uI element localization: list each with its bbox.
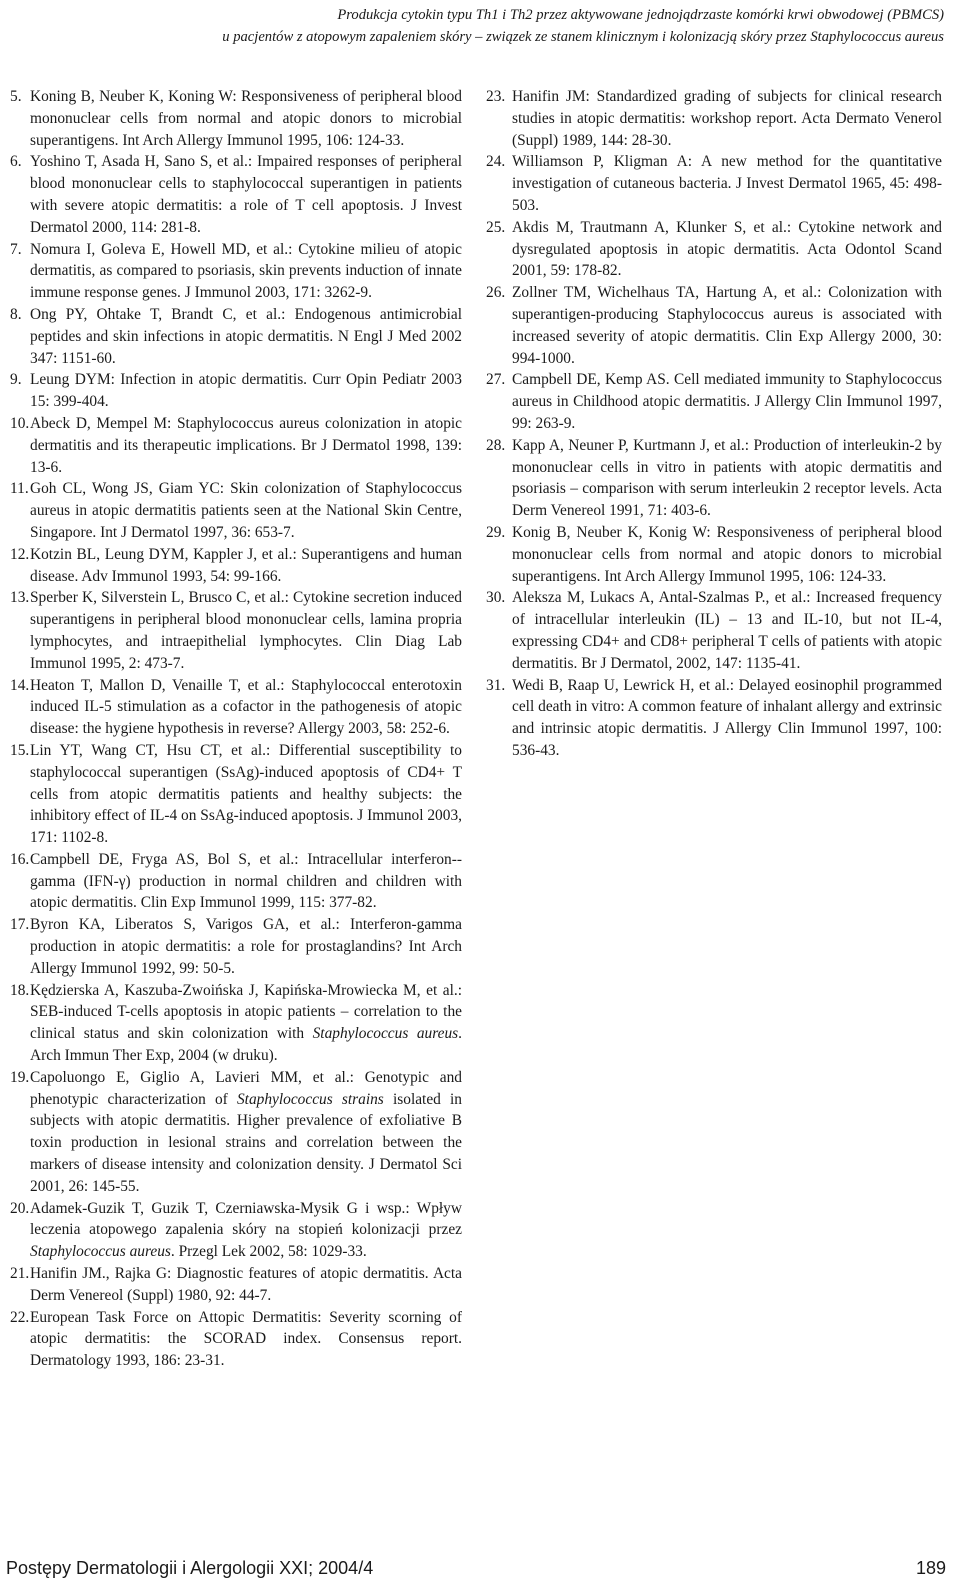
reference-number: 8. (10, 305, 22, 323)
reference-citation: Adamek-Guzik T, Guzik T, Czerniawska-Mysik G i wsp.: Wpływ leczenia atopowego zapalenia skóry na stopień kolonizacji przez (30, 1199, 462, 1239)
reference-citation-tail: isolated in subjects with atopic dermatitis. Higher prevalence of exfoliative B toxin production in lesional strains and correlation between the markers of disease intensity and colonization density. J Dermatol Sci 2001, 26: 145-55. (30, 1090, 462, 1195)
reference-item (486, 587, 942, 674)
reference-text (512, 675, 942, 762)
reference-text (30, 740, 462, 849)
reference-citation: Ong PY, Ohtake T, Brandt C, et al.: Endogenous antimicrobial peptides and skin infections in atopic dermatitis. N Engl J Med 2002 347: 1151-60. (30, 305, 462, 367)
reference-number: 17. (10, 916, 30, 934)
running-header (0, 4, 944, 48)
reference-item (10, 304, 462, 369)
reference-citation: Byron KA, Liberatos S, Varigos GA, et al.: Interferon-gamma production in atopic dermatitis: a role for prostaglandins? Int Arch Allergy Immunol 1992, 99: 50-5. (30, 916, 462, 977)
reference-citation-tail: . Przegl Lek 2002, 58: 1029-33. (170, 1243, 367, 1261)
reference-italic-term: Staphylococcus aureus (312, 1025, 459, 1043)
reference-item (486, 86, 942, 151)
reference-citation: Hanifin JM., Rajka G: Diagnostic features of atopic dermatitis. Acta Derm Venereol (Suppl) 1980, 92: 44-7. (30, 1265, 462, 1304)
reference-text (512, 217, 942, 282)
reference-number: 18. (10, 981, 30, 999)
reference-number: 14. (10, 676, 30, 694)
journal-name: Postępy Dermatologii i Alergologii XXI; 2004/4 (6, 1558, 374, 1578)
reference-citation: Kotzin BL, Leung DYM, Kappler J, et al.: Superantigens and human disease. Adv Immunol 1993, 54: 99-166. (30, 545, 462, 585)
reference-text (30, 413, 462, 478)
reference-citation: Kapp A, Neuner P, Kurtmann J, et al.: Production of interleukin-2 by mononuclear cells in vitro in patients with atopic dermatitis and psoriasis – comparison with serum interleukin 2 receptor levels. Acta Derm Venereol 1991, 71: 403-6. (512, 436, 942, 520)
reference-citation: Kędzierska A, Kaszuba-Zwoińska J, Kapińska-Mrowiecka M, et al.: SEB-induced T-cells apoptosis in atopic patients – correlation to the clinical status and skin colonization with (30, 981, 462, 1043)
reference-item (10, 151, 462, 238)
reference-number: 28. (486, 436, 506, 454)
reference-text (30, 675, 462, 740)
reference-text (30, 849, 462, 914)
header-line-1: Produkcja cytokin typu Th1 i Th2 przez aktywowane jednojądrzaste komórki krwi obwodowej (PBMCS) (337, 7, 944, 23)
reference-number: 21. (10, 1265, 30, 1283)
reference-text (512, 282, 942, 369)
reference-citation: Akdis M, Trautmann A, Klunker S, et al.: Cytokine network and dysregulated apoptosis in atopic dermatitis. Acta Odontol Scand 2001, 59: 178-82. (512, 218, 942, 280)
reference-number: 12. (10, 545, 30, 563)
reference-citation: Capoluongo E, Giglio A, Lavieri MM, et al.: Genotypic and phenotypic characterization of (30, 1068, 462, 1108)
reference-item (10, 675, 462, 740)
page-number: 189 (915, 1558, 946, 1578)
reference-text (30, 1263, 462, 1307)
reference-item (10, 1307, 462, 1372)
reference-item (10, 980, 462, 1067)
reference-citation: Zollner TM, Wichelhaus TA, Hartung A, et al.: Colonization with superantigen-producing Staphylococcus aureus is associated with increased severity of atopic dermatitis. Clin Exp Allergy 2000, 30: 994-1000. (512, 284, 942, 367)
reference-item (10, 1067, 462, 1198)
reference-item (10, 86, 462, 151)
reference-citation: Campbell DE, Fryga AS, Bol S, et al.: Intracellular interferon--gamma (IFN-γ) production in normal children and children with atopic dermatitis. Clin Exp Immunol 1999, 115: 377-82. (30, 850, 462, 912)
reference-number: 16. (10, 850, 30, 868)
reference-citation: Sperber K, Silverstein L, Brusco C, et al.: Cytokine secretion induced superantigens in peripheral blood mononuclear cells, lamina propria lymphocytes, and intraepithelial lymphocytes. Clin Diag Lab Immunol 1995, 2: 473-7. (30, 589, 462, 672)
reference-item (10, 849, 462, 914)
reference-citation: Konig B, Neuber K, Konig W: Responsiveness of peripheral blood mononuclear cells from normal and atopic donors to microbial superantigens. Int Arch Allergy Immunol 1995, 106: 124-33. (512, 523, 942, 585)
reference-number: 26. (486, 284, 506, 302)
reference-item (10, 369, 462, 413)
reference-citation: Aleksza M, Lukacs A, Antal-Szalmas P., et al.: Increased frequency of intracellular interleukin (IL) – 13 and IL-10, but not IL-4, expressing CD4+ and CD8+ peripheral T cells of patients with atopic dermatitis. Br J Dermatol, 2002, 147: 1135-41. (512, 589, 942, 672)
reference-number: 30. (486, 589, 506, 607)
reference-item (10, 740, 462, 849)
reference-text (30, 478, 462, 543)
reference-text (30, 587, 462, 674)
reference-item (486, 151, 942, 216)
reference-citation: Heaton T, Mallon D, Venaille T, et al.: Staphylococcal enterotoxin induced IL-5 stimulation as a cofactor in the pathogenesis of atopic disease: the hygiene hypothesis in reverse? Allergy 2003, 58: 252-6. (30, 676, 462, 738)
reference-italic-term: Staphylococcus aureus (30, 1243, 171, 1261)
reference-text (512, 86, 942, 151)
reference-number: 11. (10, 480, 29, 498)
reference-item (486, 369, 942, 434)
reference-citation: Hanifin JM: Standardized grading of subjects for clinical research studies in atopic dermatitis: workshop report. Acta Dermato Venerol (Suppl) 1989, 144: 28-30. (512, 88, 942, 149)
page-footer (0, 1558, 960, 1588)
reference-text (512, 587, 942, 674)
reference-text (30, 369, 462, 413)
reference-citation: Williamson P, Kligman A: A new method for the quantitative investigation of cutaneous bacteria. J Invest Dermatol 1965, 45: 498-503. (512, 153, 942, 214)
reference-item (10, 239, 462, 304)
reference-text (30, 1198, 462, 1263)
reference-number: 22. (10, 1308, 30, 1326)
references-left-column (10, 86, 462, 1372)
reference-item (10, 914, 462, 979)
reference-text (512, 369, 942, 434)
reference-item (486, 522, 942, 587)
reference-citation: Nomura I, Goleva E, Howell MD, et al.: Cytokine milieu of atopic dermatitis, as compared to psoriasis, skin prevents induction of innate immune response genes. J Immunol 2003, 171: 3262-9. (30, 240, 462, 302)
reference-item (10, 1198, 462, 1263)
header-line-2: u pacjentów z atopowym zapaleniem skóry – związek ze stanem klinicznym i kolonizacją skóry przez Staphylococcus aureus (222, 29, 944, 45)
reference-item (10, 413, 462, 478)
reference-citation: Leung DYM: Infection in atopic dermatitis. Curr Opin Pediatr 2003 15: 399-404. (30, 371, 462, 411)
reference-number: 24. (486, 153, 506, 171)
reference-text (512, 435, 942, 522)
reference-text (30, 86, 462, 151)
reference-item (10, 587, 462, 674)
reference-number: 15. (10, 741, 30, 759)
reference-number: 5. (10, 88, 22, 105)
reference-number: 7. (10, 240, 22, 258)
reference-text (512, 151, 942, 216)
reference-item (10, 478, 462, 543)
reference-text (30, 544, 462, 588)
reference-text (30, 1307, 462, 1372)
reference-citation: Lin YT, Wang CT, Hsu CT, et al.: Differential susceptibility to staphylococcal superantigen (SsAg)-induced apoptosis of CD4+ T cells from atopic dermatitis patients and healthy subjects: the inhibitory effect of IL-4 on SsAg-induced apoptosis. J Immunol 2003, 171: 1102-8. (30, 741, 462, 847)
reference-citation: Wedi B, Raap U, Lewrick H, et al.: Delayed eosinophil programmed cell death in vitro: A common feature of inhalant allergy and extrinsic and intrinsic atopic dermatitis. J Allergy Clin Immunol 1997, 100: 536-43. (512, 676, 942, 759)
reference-number: 25. (486, 218, 506, 236)
reference-item (486, 217, 942, 282)
reference-text (30, 914, 462, 979)
reference-citation: Abeck D, Mempel M: Staphylococcus aureus colonization in atopic dermatitis and its therapeutic implications. Br J Dermatol 1998, 139: 13-6. (30, 414, 462, 476)
reference-text (30, 980, 462, 1067)
reference-number: 9. (10, 371, 22, 389)
reference-citation: Campbell DE, Kemp AS. Cell mediated immunity to Staphylococcus aureus in Childhood atopic dermatitis. J Allergy Clin Immunol 1997, 99: 263-9. (512, 371, 942, 432)
reference-number: 29. (486, 523, 506, 541)
reference-item (486, 282, 942, 369)
reference-number: 23. (486, 88, 506, 105)
reference-number: 6. (10, 153, 22, 171)
reference-number: 19. (10, 1068, 30, 1086)
reference-italic-term: Staphylococcus strains (236, 1090, 384, 1108)
reference-number: 13. (10, 589, 30, 607)
reference-number: 31. (486, 676, 506, 694)
references-right-column (486, 86, 942, 762)
reference-number: 27. (486, 371, 506, 389)
reference-item (486, 435, 942, 522)
reference-citation: European Task Force on Attopic Dermatitis: Severity scorning of atopic dermatitis: the SCORAD index. Consensus report. Dermatology 1993, 186: 23-31. (30, 1308, 462, 1370)
reference-citation: Yoshino T, Asada H, Sano S, et al.: Impaired responses of peripheral blood mononuclear cells to staphylococcal superantigen in patients with severe atopic dermatitis: a role of T cell apoptosis. J Invest Dermatol 2000, 114: 281-8. (30, 153, 462, 236)
reference-citation: Koning B, Neuber K, Koning W: Responsiveness of peripheral blood mononuclear cells from normal and atopic donors to microbial superantigens. Int Arch Allergy Immunol 1995, 106: 124-33. (30, 88, 462, 149)
reference-item (10, 544, 462, 588)
reference-citation: Goh CL, Wong JS, Giam YC: Skin colonization of Staphylococcus aureus in atopic dermatitis patients seen at the National Skin Centre, Singapore. Int J Dermatol 1997, 36: 653-7. (30, 480, 462, 541)
reference-text (512, 522, 942, 587)
reference-text (30, 304, 462, 369)
reference-text (30, 239, 462, 304)
reference-text (30, 151, 462, 238)
reference-number: 20. (10, 1199, 30, 1217)
reference-citation-tail: . Arch Immun Ther Exp, 2004 (w druku). (30, 1025, 462, 1065)
reference-item (486, 675, 942, 762)
reference-item (10, 1263, 462, 1307)
reference-number: 10. (10, 414, 30, 432)
reference-text (30, 1067, 462, 1198)
